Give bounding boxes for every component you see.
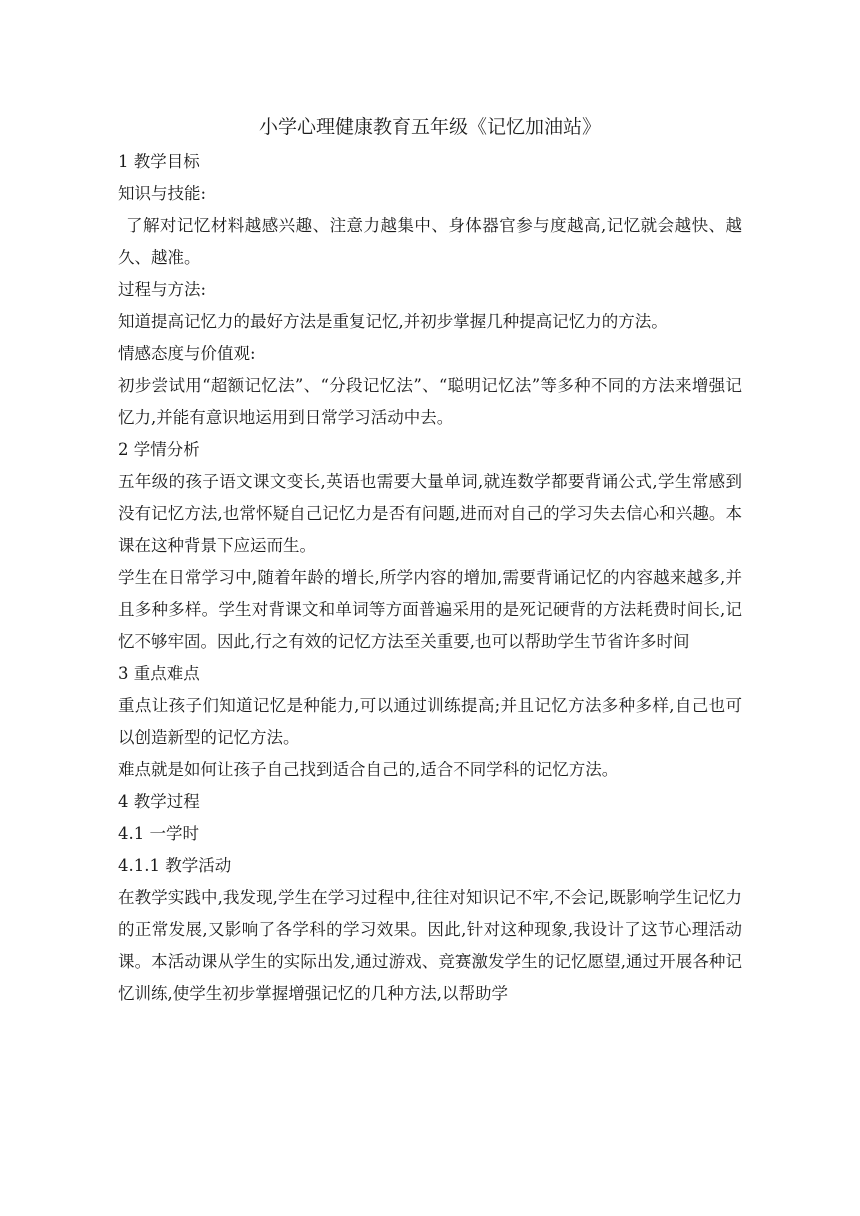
subheading-knowledge: 知识与技能:	[118, 184, 207, 203]
subheading-emotion: 情感态度与价值观:	[118, 344, 256, 363]
section-heading-4: 4 教学过程	[118, 792, 200, 811]
paragraph-knowledge: 了解对记忆材料越感兴趣、注意力越集中、身体器官参与度越高,记忆就会越快、越久、越准。	[118, 216, 742, 267]
paragraph-key-points: 重点让孩子们知道记忆是种能力,可以通过训练提高;并且记忆方法多种多样,自己也可以创造新型的记忆方法。	[118, 696, 742, 747]
paragraph-analysis-2: 学生在日常学习中,随着年龄的增长,所学内容的增加,需要背诵记忆的内容越来越多,并且多种多样。学生对背课文和单词等方面普遍采用的是死记硬背的方法耗费时间长,记忆不够牢固。因此,行之有效的记忆方法至关重要,也可以帮助学生节省许多时间	[118, 568, 742, 651]
paragraph-teaching-activity: 在教学实践中,我发现,学生在学习过程中,往往对知识记不牢,不会记,既影响学生记忆力的正常发展,又影响了各学科的学习效果。因此,针对这种现象,我设计了这节心理活动课。本活动课从学生的实际出发,通过游戏、竞赛激发学生的记忆愿望,通过开展各种记忆训练,使学生初步掌握增强记忆的几种方法,以帮助学	[118, 888, 742, 1003]
section-heading-2: 2 学情分析	[118, 440, 200, 459]
section-heading-1: 1 教学目标	[118, 152, 200, 171]
subheading-process: 过程与方法:	[118, 280, 207, 299]
paragraph-process: 知道提高记忆力的最好方法是重复记忆,并初步掌握几种提高记忆力的方法。	[118, 312, 668, 331]
subsection-heading-4-1-1: 4.1.1 教学活动	[118, 856, 232, 875]
subsection-heading-4-1: 4.1 一学时	[118, 824, 199, 843]
document-title: 小学心理健康教育五年级《记忆加油站》	[258, 116, 601, 138]
paragraph-emotion: 初步尝试用“超额记忆法”、“分段记忆法”、“聪明记忆法”等多种不同的方法来增强记忆力,并能有意识地运用到日常学习活动中去。	[118, 376, 742, 427]
paragraph-analysis-1: 五年级的孩子语文课文变长,英语也需要大量单词,就连数学都要背诵公式,学生常感到没有记忆方法,也常怀疑自己记忆力是否有问题,进而对自己的学习失去信心和兴趣。本课在这种背景下应运而生。	[118, 472, 742, 555]
document-page	[118, 112, 742, 1010]
paragraph-difficulties: 难点就是如何让孩子自己找到适合自己的,适合不同学科的记忆方法。	[118, 760, 619, 779]
section-heading-3: 3 重点难点	[118, 664, 200, 683]
